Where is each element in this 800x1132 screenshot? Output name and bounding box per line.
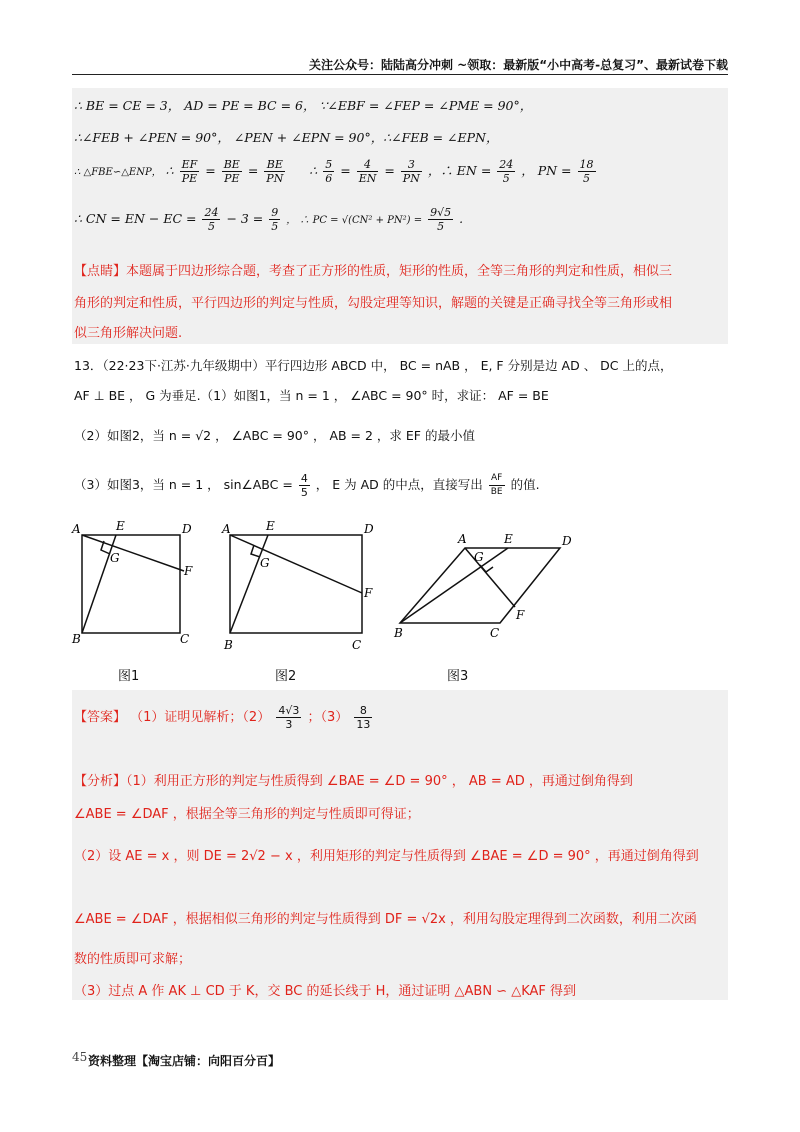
analysis-line-5: 数的性质即可求解； [74,952,192,967]
equals-sign: = [247,163,259,178]
footer-text: 资料整理【淘宝店铺：向阳百分百】 [88,1054,281,1068]
analysis-line-6: （3）过点 A 作 AK ⊥ CD 于 K，交 BC 的延长线于 H，通过证明 △ABN ∽ △KAF 得到 [74,984,577,999]
solution-line-2: ∴∠FEB + ∠PEN = 90°， ∠PEN + ∠EPN = 90°，∴∠FEB = ∠EPN， [74,130,499,145]
similar-triangles-statement: ∴ △FBE∽△ENP， [74,167,162,178]
problem-line-2: AF ⊥ BE ， G 为垂足.（1）如图1，当 n = 1 ， ∠ABC = 90° 时，求证： AF = BE [74,388,549,403]
dianjing-line-3: 似三角形解决问题. [74,326,183,341]
analysis-label: 【分析】 [74,774,127,789]
fraction: $\frac{BE}{PE}$ [223,158,240,185]
problem-line-3: （2）如图2，当 n = √2 ， ∠ABC = 90° ， AB = 2 ，求 EF 的最小值 [74,428,475,443]
answer-part-2: ；（3） [307,710,349,725]
en-value-label: ，∴ EN = [427,163,492,178]
fraction: $\frac{BE}{PN}$ [266,158,284,185]
fig2-label-C: C [352,638,362,652]
dianjing-line-1 [74,260,672,279]
pc-expression: ， ∴ PC = √(CN² + PN²) = [286,215,423,226]
dianjing-label: 【点睛】 [74,264,127,279]
fraction: $\frac{4√3}{3}$ [278,704,300,731]
fig1-label-A: A [72,522,81,536]
fig3-label-A: A [458,532,467,546]
problem-line-4-part-c: 的值. [510,477,540,492]
fig2-label-F: F [364,586,373,600]
equals-sign: = [340,163,351,178]
cn-expression: ∴ CN = EN − EC = [74,211,197,226]
fraction: $\frac{9}{5}$ [271,206,279,233]
solution-line-3 [74,158,598,185]
fig1-label-D: D [182,522,192,536]
fig2-label-E: E [266,519,275,533]
problem-line-1: 13．（22·23下·江苏·九年级期中）平行四边形 ABCD 中， BC = nAB ， E, F 分别是边 AD 、 DC 上的点， [74,358,673,373]
figure-1-caption: 图1 [118,669,140,684]
fig2-label-B: B [224,638,233,652]
fraction: $\frac{9√5}{5}$ [430,206,452,233]
fig1-label-B: B [72,632,81,646]
analysis-line-3: （2）设 AE = x ，则 DE = 2√2 − x ，利用矩形的判定与性质得到 ∠BAE = ∠D = 90° ，再通过倒角得到 [74,849,699,864]
solution-line-4 [74,206,463,233]
figure-2 [230,535,362,633]
fig3-label-F: F [516,608,525,622]
fig2-label-G: G [260,556,270,570]
fraction: $\frac{8}{13}$ [356,704,371,731]
answer-line [74,704,374,731]
fig2-label-D: D [364,522,374,536]
fig1-label-E: E [116,519,125,533]
analysis-text-1: （1）利用正方形的判定与性质得到 ∠BAE = ∠D = 90° ， AB = AD ，再通过倒角得到 [126,774,633,789]
fig3-label-B: B [394,626,403,640]
dianjing-text: 本题属于四边形综合题，考查了正方形的性质，矩形的性质，全等三角形的判定和性质，相似三 [126,264,673,279]
analysis-line-1 [74,770,633,789]
fraction: $\frac{18}{5}$ [579,158,594,185]
fig1-label-C: C [180,632,190,646]
analysis-line-2: ∠ABE = ∠DAF ，根据全等三角形的判定与性质即可得证； [74,807,420,822]
figure-1 [82,535,184,633]
page-header: 关注公众号：陆陆高分冲刺 ~领取：最新版“小中高考-总复习”、最新试卷下载 [72,58,728,75]
dianjing-line-2: 角形的判定和性质，平行四边形的判定与性质，勾股定理等知识，解题的关键是正确寻找全等三角形或相 [74,296,673,311]
equals-sign: = [205,163,216,178]
fraction: $\frac{5}{6}$ [325,158,333,185]
fraction: $\frac{EF}{PE}$ [181,158,198,185]
fraction: $\frac{24}{5}$ [499,158,514,185]
answer-label: 【答案】 [74,710,127,725]
problem-line-4-part-b: ， E 为 AD 的中点，直接写出 [315,477,483,492]
solution-line-1: ∴ BE = CE = 3， AD = PE = BC = 6， ∵∠EBF = ∠FEP = ∠PME = 90°， [74,98,533,113]
pn-value-label: ， PN = [521,163,572,178]
fig3-label-D: D [562,534,572,548]
fraction: $\frac{24}{5}$ [204,206,219,233]
figure-2-caption: 图2 [275,669,297,684]
figures-svg [60,515,620,660]
fig1-label-G: G [110,551,120,565]
fig3-label-E: E [504,532,513,546]
figure-3-caption: 图3 [447,669,469,684]
cn-expression-mid: − 3 = [226,211,264,226]
page-number: 45 [72,1050,88,1064]
problem-line-4-part-a: （3）如图3，当 n = 1 ， sin∠ABC = [74,477,293,492]
period: . [459,211,464,226]
fig3-label-G: G [474,550,484,564]
fraction: $\frac{4}{5}$ [300,472,308,499]
therefore-symbol: ∴ [165,163,174,178]
fig1-label-F: F [184,564,193,578]
problem-line-4 [74,472,540,499]
fraction: $\frac{4}{EN}$ [358,158,377,185]
fraction: $\frac{3}{PN}$ [402,158,420,185]
equals-sign: = [384,163,395,178]
fig2-label-A: A [222,522,231,536]
fig3-label-C: C [490,626,500,640]
analysis-line-4: ∠ABE = ∠DAF ，根据相似三角形的判定与性质得到 DF = √2x ，利用勾股定理得到二次函数，利用二次函 [74,912,697,927]
answer-part-1: （1）证明见解析；（2） [130,710,271,725]
therefore-symbol: ∴ [309,163,318,178]
fraction: $\frac{AF}{BE}$ [490,473,503,497]
